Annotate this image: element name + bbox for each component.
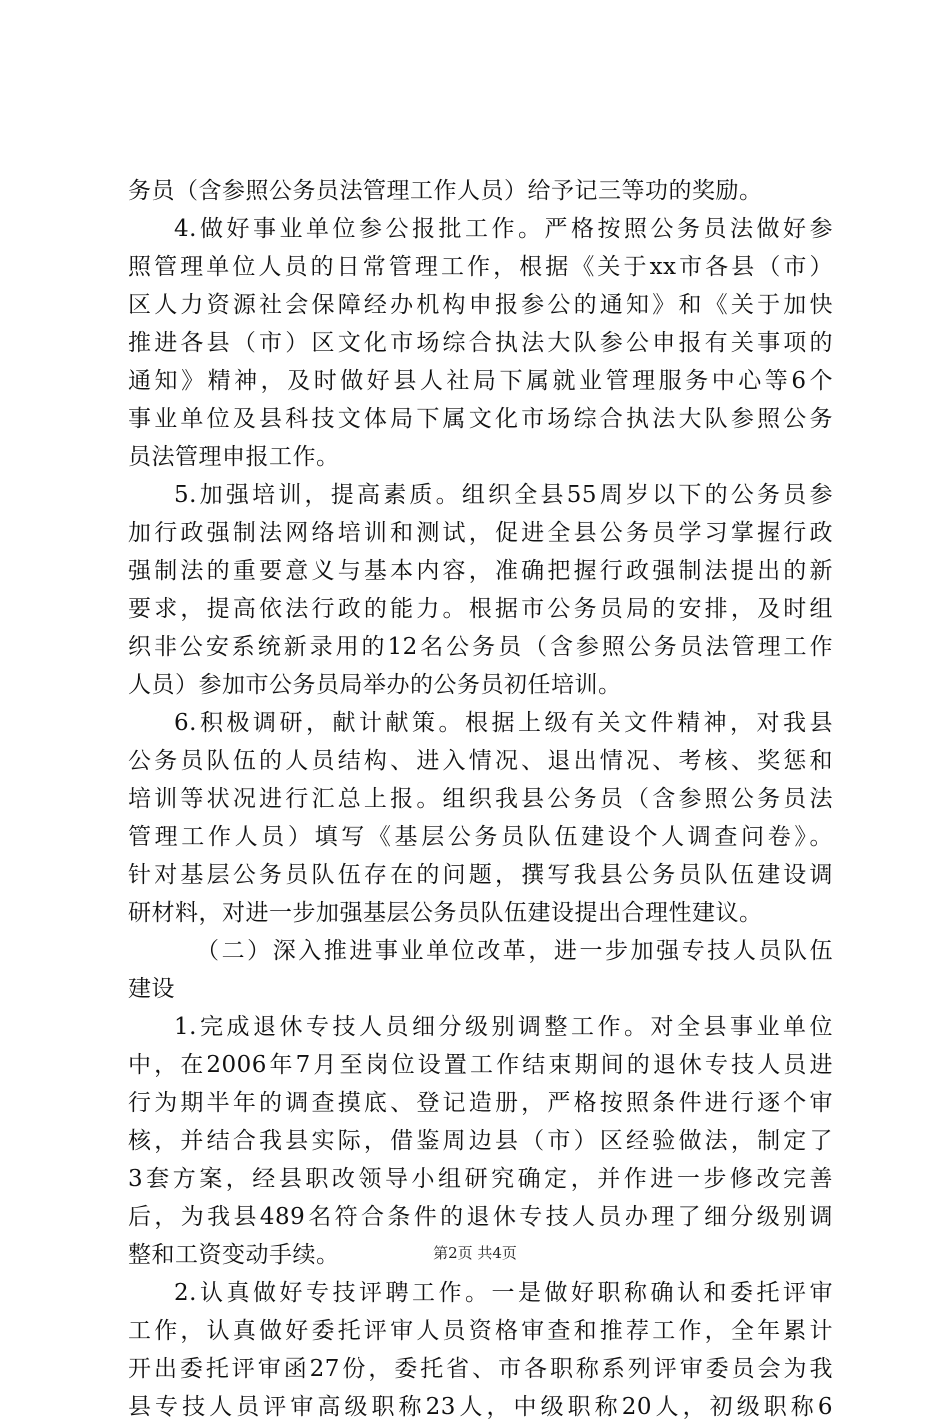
text-line: 人员）参加市公务员局举办的公务员初任培训。 <box>128 672 622 698</box>
page-footer <box>0 1243 950 1263</box>
text-line: 3套方案，经县职改领导小组研究确定，并作进一步修改完善 <box>128 1166 833 1192</box>
text-line: 织非公安系统新录用的12名公务员（含参照公务员法管理工作 <box>128 634 833 660</box>
text-line: 员法管理申报工作。 <box>128 444 340 470</box>
text-line: 2.认真做好专技评聘工作。一是做好职称确认和委托评审 <box>174 1280 833 1306</box>
text-line: 建设 <box>128 976 175 1002</box>
text-line: 管理工作人员）填写《基层公务员队伍建设个人调查问卷》。 <box>128 824 833 850</box>
text-line: 工作，认真做好委托评审人员资格审查和推荐工作，全年累计 <box>128 1318 833 1344</box>
text-line: 开出委托评审函27份，委托省、市各职称系列评审委员会为我 <box>128 1356 833 1382</box>
text-line: 事业单位及县科技文体局下属文化市场综合执法大队参照公务 <box>128 406 833 432</box>
text-line: 5.加强培训，提高素质。组织全县55周岁以下的公务员参 <box>174 482 833 508</box>
text-line: 6.积极调研，献计献策。根据上级有关文件精神，对我县 <box>174 710 833 736</box>
page-indicator: 第2页 共4页 <box>433 1244 517 1262</box>
text-line: 通知》精神，及时做好县人社局下属就业管理服务中心等6个 <box>128 368 833 394</box>
text-line: 后，为我县489名符合条件的退休专技人员办理了细分级别调 <box>128 1204 833 1230</box>
text-line: 区人力资源社会保障经办机构申报参公的通知》和《关于加快 <box>128 292 833 318</box>
text-line: 研材料，对进一步加强基层公务员队伍建设提出合理性建议。 <box>128 900 763 926</box>
text-line: 务员（含参照公务员法管理工作人员）给予记三等功的奖励。 <box>128 178 763 204</box>
text-line: 4.做好事业单位参公报批工作。严格按照公务员法做好参 <box>174 216 833 242</box>
text-line: 强制法的重要意义与基本内容，准确把握行政强制法提出的新 <box>128 558 833 584</box>
text-line: 核，并结合我县实际，借鉴周边县（市）区经验做法，制定了 <box>128 1128 833 1154</box>
text-line: 1.完成退休专技人员细分级别调整工作。对全县事业单位 <box>174 1014 833 1040</box>
text-line: 针对基层公务员队伍存在的问题，撰写我县公务员队伍建设调 <box>128 862 833 888</box>
text-line: 要求，提高依法行政的能力。根据市公务员局的安排，及时组 <box>128 596 833 622</box>
text-line: 整和工资变动手续。 <box>128 1242 340 1268</box>
text-line: 照管理单位人员的日常管理工作，根据《关于xx市各县（市） <box>128 254 833 280</box>
text-line: 行为期半年的调查摸底、登记造册，严格按照条件进行逐个审 <box>128 1090 833 1116</box>
text-line: （二）深入推进事业单位改革，进一步加强专技人员队伍 <box>196 938 833 964</box>
text-line: 县专技人员评审高级职称23人，中级职称20人，初级职称6 <box>128 1394 833 1420</box>
text-line: 加行政强制法网络培训和测试，促进全县公务员学习掌握行政 <box>128 520 833 546</box>
text-line: 公务员队伍的人员结构、进入情况、退出情况、考核、奖惩和 <box>128 748 833 774</box>
document-body <box>128 172 833 1426</box>
text-line: 培训等状况进行汇总上报。组织我县公务员（含参照公务员法 <box>128 786 833 812</box>
text-line: 中，在2006年7月至岗位设置工作结束期间的退休专技人员进 <box>128 1052 833 1078</box>
text-line: 推进各县（市）区文化市场综合执法大队参公申报有关事项的 <box>128 330 833 356</box>
